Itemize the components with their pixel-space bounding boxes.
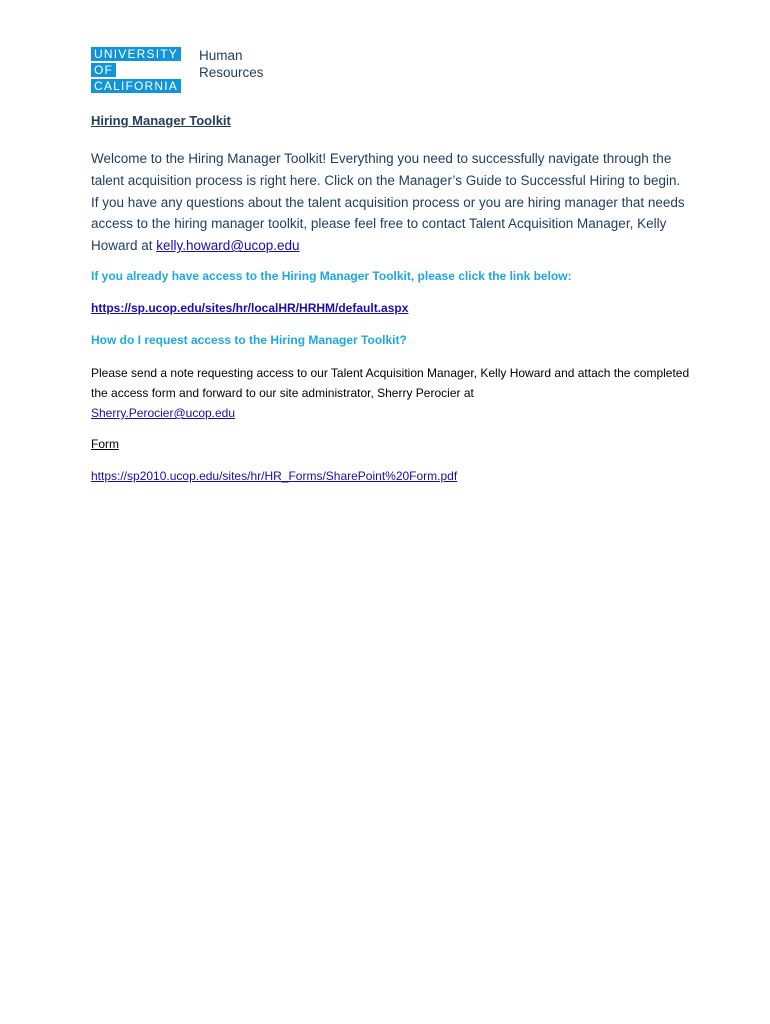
document-title: Hiring Manager Toolkit (91, 113, 231, 128)
form-label: Form (91, 436, 119, 451)
form-link[interactable]: https://sp2010.ucop.edu/sites/hr/HR_Forms/SharePoint%20Form.pdf (91, 468, 458, 483)
uc-wordmark-line-of: OF (91, 63, 116, 77)
uc-wordmark (91, 47, 181, 93)
kelly-email-link[interactable]: kelly.howard@ucop.edu (156, 238, 300, 254)
uc-wordmark-line-california: CALIFORNIA (91, 79, 181, 93)
unit-name-line-1: Human (199, 48, 243, 63)
request-heading: How do I request access to the Hiring Manager Toolkit? (91, 332, 407, 347)
toolkit-link[interactable]: https://sp.ucop.edu/sites/hr/localHR/HRHM/default.aspx (91, 300, 409, 315)
document-content (91, 112, 691, 499)
intro-text: Welcome to the Hiring Manager Toolkit! Everything you need to successfully navigate through the talent acquisition process is right here. Click on the Manager’s Guide to Successful Hiring to begin. If you have any questions about the talent acquisition process or you are hiring manager that needs access to the hiring manager toolkit, please feel free to contact Talent Acquisition Manager, Kelly Howard at (91, 151, 685, 254)
uc-wordmark-line-university: UNIVERSITY (91, 47, 181, 61)
request-text: Please send a note requesting access to our Talent Acquisition Manager, Kelly Howard and attach the completed the access form and forward to our site administrator, Sherry Perocier at (91, 365, 690, 400)
request-paragraph (91, 363, 691, 423)
intro-paragraph (91, 148, 691, 257)
form-link-row (91, 467, 691, 485)
access-heading: If you already have access to the Hiring Manager Toolkit, please click the link below: (91, 268, 572, 283)
unit-name-line-2: Resources (199, 65, 264, 80)
unit-name (199, 47, 264, 81)
uc-hr-logo (91, 47, 264, 93)
toolkit-link-row (91, 299, 691, 317)
sherry-email-link[interactable]: Sherry.Perocier@ucop.edu (91, 405, 236, 420)
